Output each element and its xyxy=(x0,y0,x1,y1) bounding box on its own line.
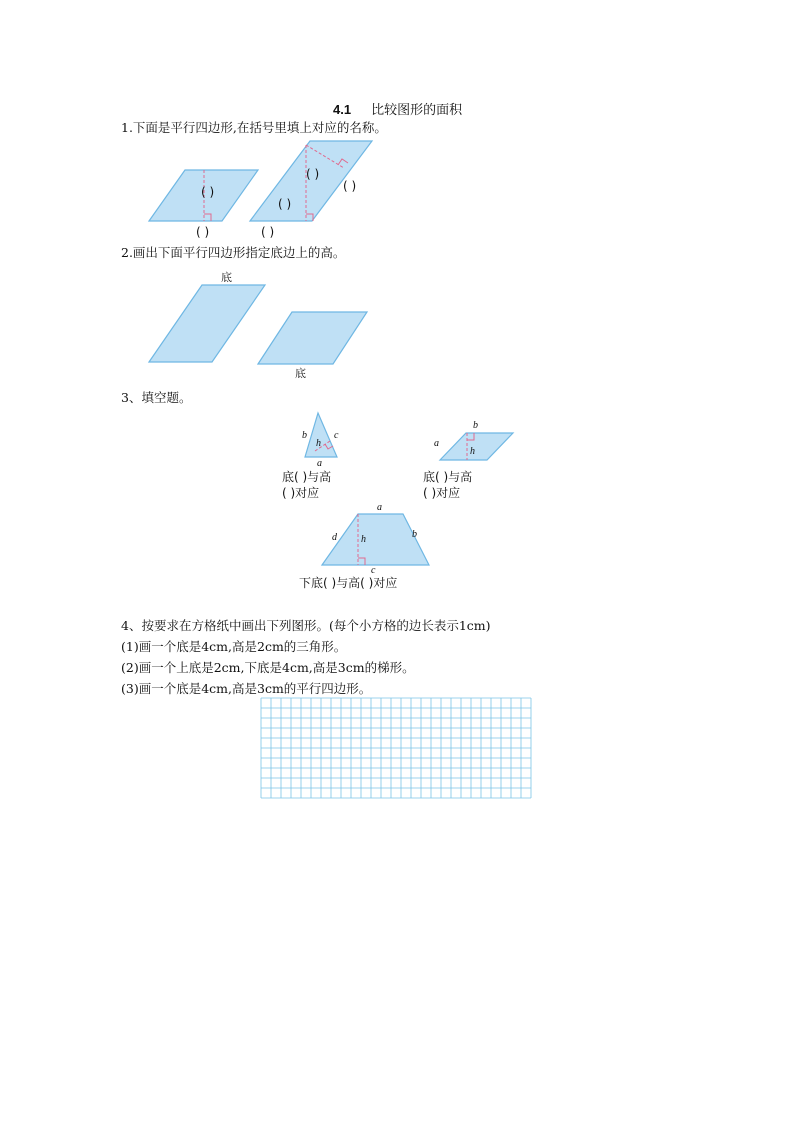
q3-tri-line1: 底( )与高 xyxy=(282,470,332,484)
q3-para-label-b: b xyxy=(473,420,478,431)
q1-prompt: 1.下面是平行四边形,在括号里填上对应的名称。 xyxy=(121,120,387,135)
q3-tri-label-b: b xyxy=(302,430,307,441)
q3-trap-label-h: h xyxy=(361,534,366,545)
section-number: 4.1 xyxy=(333,102,352,117)
q2-parallelogram-2 xyxy=(258,312,367,364)
q3-trap-label-b: b xyxy=(412,529,417,540)
q3-tri-label-a: a xyxy=(317,458,322,469)
q3-triangle xyxy=(305,413,337,457)
q3-para-label-h: h xyxy=(470,446,475,457)
q3-para-line1: 底( )与高 xyxy=(423,470,473,484)
q3-para-label-a: a xyxy=(434,438,439,449)
q3-para-line2: ( )对应 xyxy=(423,486,461,500)
q2-prompt: 2.画出下面平行四边形指定底边上的高。 xyxy=(121,245,346,260)
q3-parallelogram xyxy=(440,433,513,460)
q1-blank-base-1: ( ) xyxy=(196,225,210,239)
q4-item-1: (1)画一个底是4cm,高是2cm的三角形。 xyxy=(121,639,347,654)
q3-trap-line1: 下底( )与高( )对应 xyxy=(299,576,398,590)
grid-paper xyxy=(261,698,531,798)
q1-blank-height-2: ( ) xyxy=(306,167,320,181)
q1-blank-side: ( ) xyxy=(278,197,292,211)
q2-base-label-bottom: 底 xyxy=(295,367,306,380)
q1-blank-base-2: ( ) xyxy=(261,225,275,239)
q3-trap-label-c: c xyxy=(371,565,376,576)
q3-trap-label-a: a xyxy=(377,502,382,513)
q2-base-label-top: 底 xyxy=(221,271,232,284)
q4-prompt: 4、按要求在方格纸中画出下列图形。(每个小方格的边长表示1cm) xyxy=(121,618,491,633)
q1-blank-height-1: ( ) xyxy=(201,185,215,199)
q3-tri-label-c: c xyxy=(334,430,339,441)
q3-tri-label-h: h xyxy=(316,438,321,449)
q3-prompt: 3、填空题。 xyxy=(121,390,192,405)
q3-trap-label-d: d xyxy=(332,532,337,543)
q3-tri-line2: ( )对应 xyxy=(282,486,320,500)
q2-parallelogram-1 xyxy=(149,285,265,362)
section-title: 比较图形的面积 xyxy=(371,103,463,118)
q1-blank-slant-height: ( ) xyxy=(343,179,357,193)
q4-item-2: (2)画一个上底是2cm,下底是4cm,高是3cm的梯形。 xyxy=(121,660,415,675)
q4-item-3: (3)画一个底是4cm,高是3cm的平行四边形。 xyxy=(121,681,372,696)
